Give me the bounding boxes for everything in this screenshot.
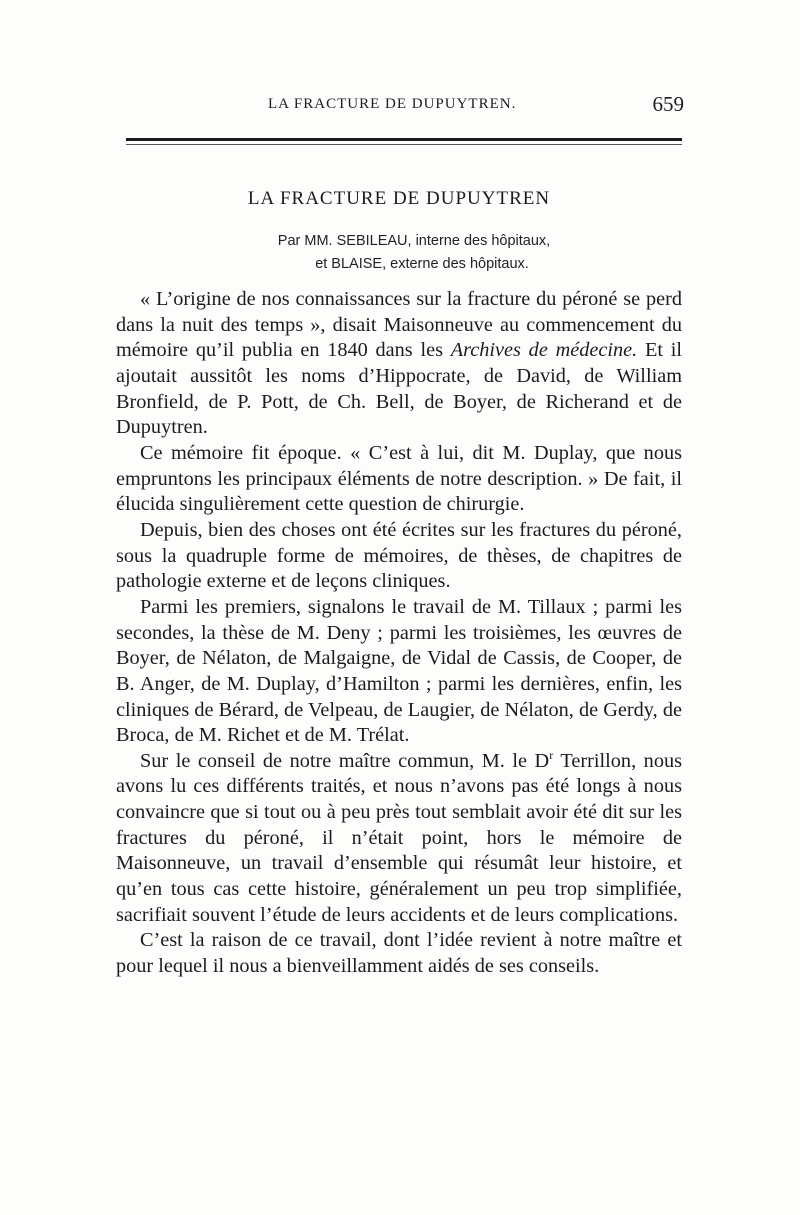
byline-line-1: Par MM. SEBILEAU, interne des hôpitaux, [277,233,551,249]
paragraph-4: Parmi les premiers, signalons le travail de M. Tillaux ; parmi les secondes, la thèse de M. Deny ; parmi les troisièmes, les œuvres de Boyer, de Nélaton, de Malgaigne, de Vidal de Cassis, de Cooper, de B. Anger, de M. Duplay, d’Hamilton ; parmi les dernières, enfin, les cliniques de Bérard, de Velpeau, de Laugier, de Nélaton, de Gerdy, de Broca, de M. Richet et de M. Trélat. [116,595,682,747]
doctor-abbrev-superscript: r [549,748,554,763]
paragraph-5-text: Sur le conseil de notre maître commun, M. le D [140,749,550,772]
paragraph-1-text-end: Et il ajoutait aussitôt les noms d’Hippocrate, de David, de William Bronfield, de P. Pott, de Ch. Bell, de Boyer, de Richerand et de Dupuytren. [116,339,683,439]
journal-title: Archives de médecine. [450,339,638,362]
byline-line-2: et BLAISE, externe des hôpitaux. [315,256,529,272]
paragraph-3: Depuis, bien des choses ont été écrites sur les fractures du péroné, sous la quadruple forme de mémoires, de thèses, de chapitres de pathologie externe et de leçons cliniques. [116,518,682,593]
paragraph-5 [116,749,682,929]
article-body [116,287,682,980]
page-number: 659 [652,92,684,116]
paragraph-6: C’est la raison de ce travail, dont l’idée revient à notre maître et pour lequel il nous a bienveillamment aidés de ses conseils. [116,929,682,978]
running-head [116,94,684,118]
header-rule-thin [126,144,682,145]
header-rule-thick [126,138,682,141]
running-title: LA FRACTURE DE DUPUYTREN. [268,96,517,112]
paragraph-5-text-end: Terrillon, nous avons lu ces différents traités, et nous n’avons pas été longs à nous convaincre que si tout ou à peu près tout semblait avoir été dit sur les fractures du péroné, il n’était point, hors le mémoire de Maisonneuve, un travail d’ensemble qui résumât leur histoire, et qu’en tous cas cette histoire, généralement un peu trop simplifiée, sacrifiait souvent l’étude de leurs accidents et de leurs complications. [116,749,682,926]
paragraph-2: Ce mémoire fit époque. « C’est à lui, dit M. Duplay, que nous empruntons les principaux éléments de notre description. » De fait, il élucida singulièrement cette question de chirurgie. [116,441,682,516]
paragraph-1-text: « L’origine de nos connaissances sur la fracture du péroné se perd dans la nuit des temps », disait Maisonneuve au commencement du mémoire qu’il publia en 1840 dans les [116,288,682,362]
paragraph-1 [116,287,682,441]
article-title: LA FRACTURE DE DUPUYTREN [247,188,551,209]
